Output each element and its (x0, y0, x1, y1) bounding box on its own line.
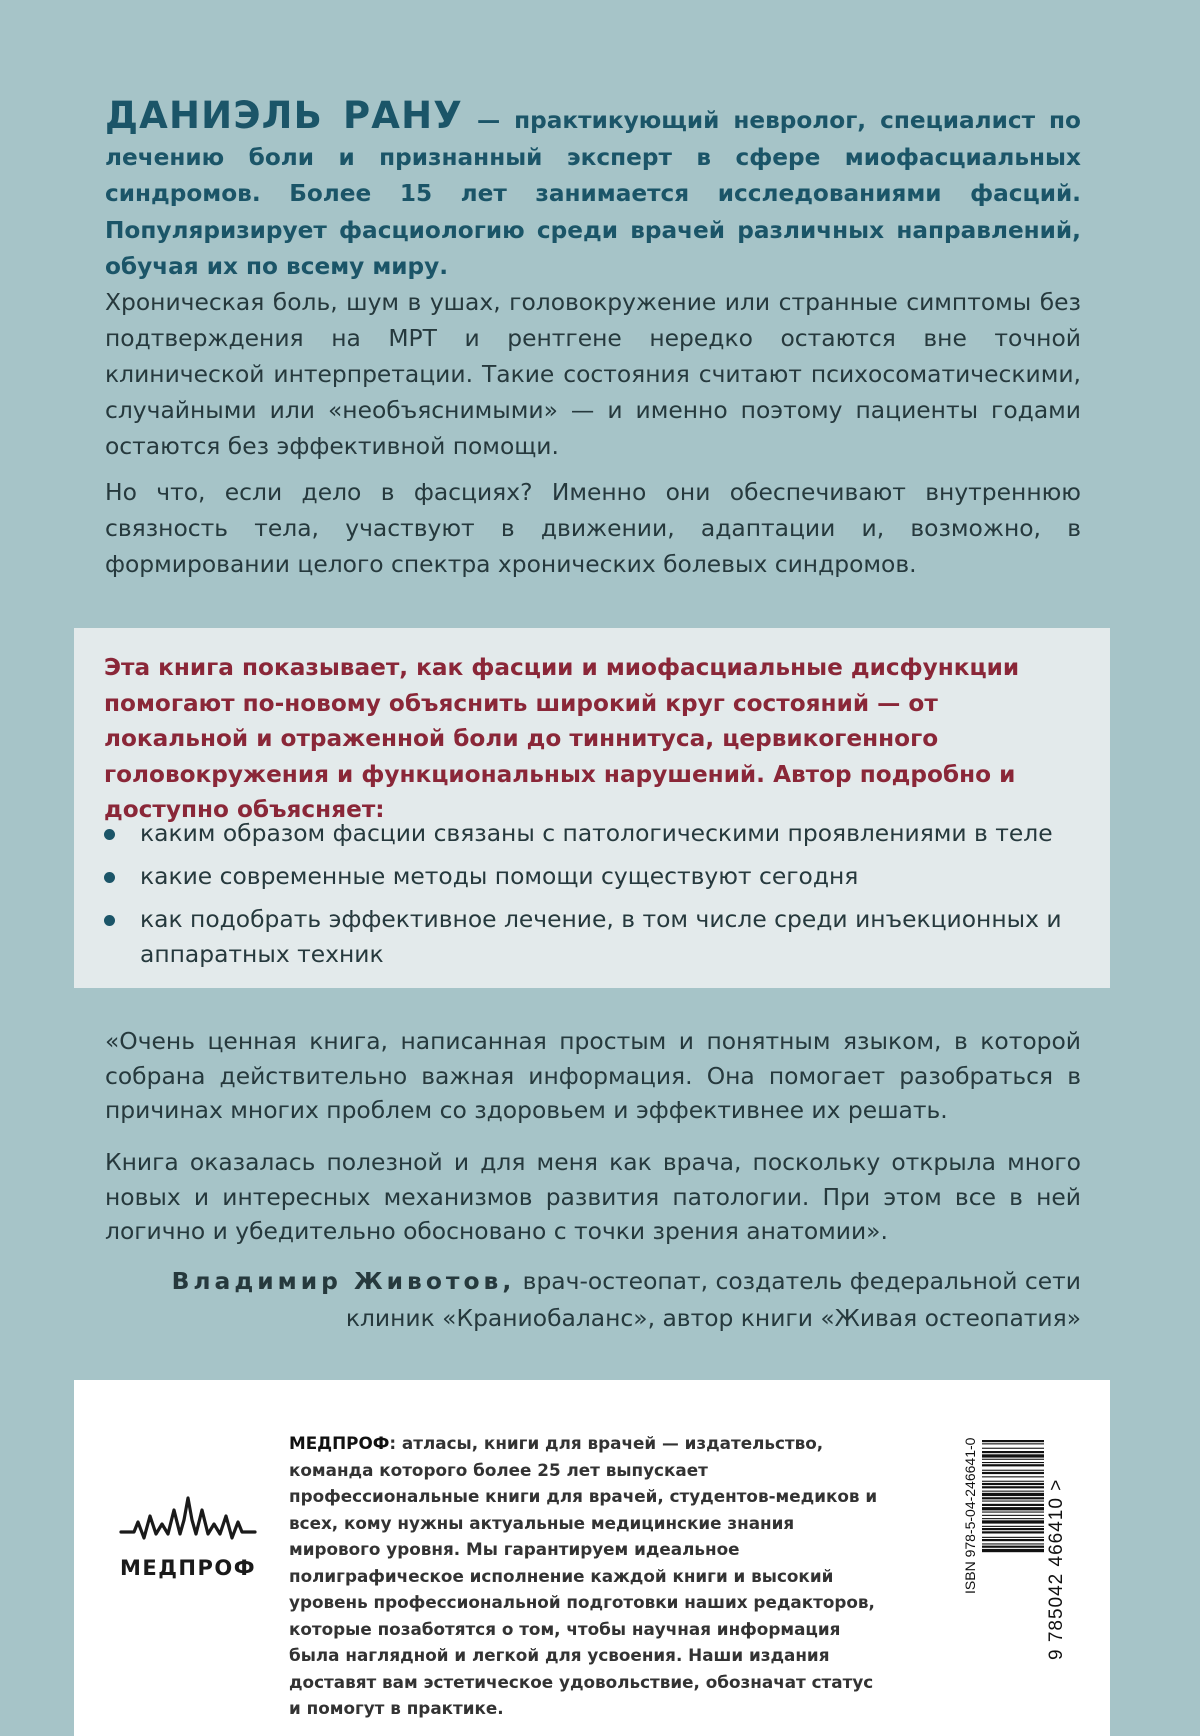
list-item: каким образом фасции связаны с патологическими проявлениями в теле (104, 816, 1080, 851)
skyline-logo-icon (118, 1494, 258, 1554)
publisher-description: МЕДПРОФ: атласы, книги для врачей — издательство, команда которого более 25 лет выпускает профессиональные книги для врачей, студентов-медиков и всех, кому нужны актуальные медицинские знания мирового уровня. Мы гарантируем идеальное полиграфическое исполнение каждой книги и высокий уровень профессиональной подготовки наших редакторов, которые позаботятся о том, чтобы научная информация была наглядной и легкой для усвоения. Наши издания доставят вам эстетическое удовольствие, обозначат статус и помогут в практике. (289, 1433, 878, 1718)
intro-paragraph-2: Но что, если дело в фасциях? Именно они обеспечивают внутреннюю связность тела, участвуют в движении, адаптации и, возможно, в формировании целого спектра хронических болевых синдромов. (105, 478, 1081, 578)
intro-paragraph-1: Хроническая боль, шум в ушах, головокружение или странные симптомы без подтверждения на МРТ и рентгене нередко остаются вне точной клинической интерпретации. Такие состояния считают психосоматическими, случайными или «необъяснимыми» — и именно поэтому пациенты годами остаются без эффективной помощи. (105, 288, 1081, 460)
review-attribution (105, 1263, 1081, 1336)
author-bio (105, 94, 1081, 286)
author-bio-text: — практикующий невролог, специалист по лечению боли и признанный эксперт в сфере миофасциальных синдромов. Более 15 лет занимается исследованиями фасций. Популяризирует фасциологию среди врачей различных направлений, обучая их по всему миру. (105, 107, 1081, 280)
barcode-icon (982, 1438, 1044, 1660)
reviewer-role: врач-остеопат, создатель федеральной сети клиник «Краниобаланс», автор книги «Живая остеопатия» (345, 1267, 1081, 1332)
review-quote-paragraph-1: «Очень ценная книга, написанная простым и понятным языком, в которой собрана действительно важная информация. Она помогает разобраться в причинах многих проблем со здоровьем и эффективнее их решать. (105, 1027, 1081, 1124)
publisher-box (74, 1380, 1110, 1736)
highlight-lead: Эта книга показывает, как фасции и миофасциальные дисфункции помогают по-новому объяснить широкий круг состояний — от локальной и отраженной боли до тиннитуса, цервикогенного головокружения и функциональных нарушений. Автор подробно и доступно объясняет: (104, 654, 1020, 823)
bullet-list (104, 816, 1080, 980)
isbn-label: ISBN 978-5-04-246641-0 (962, 1438, 978, 1595)
author-name: ДАНИЭЛЬ РАНУ (105, 94, 464, 137)
publisher-logo (118, 1494, 258, 1584)
bullet-icon (104, 915, 115, 926)
list-item: какие современные методы помощи существуют сегодня (104, 859, 1080, 894)
logo-text: МЕДПРОФ (119, 1556, 257, 1580)
ean-digits: 9 785042 466410 > (1046, 1478, 1067, 1660)
list-item: как подобрать эффективное лечение, в том числе среди инъекционных и аппаратных техник (104, 902, 1080, 972)
isbn-barcode (960, 1438, 1070, 1660)
reviewer-name: Владимир Животов, (171, 1267, 516, 1295)
highlight-box (74, 628, 1110, 988)
bullet-icon (104, 829, 115, 840)
bullet-icon (104, 872, 115, 883)
publisher-brand: МЕДПРОФ (289, 1433, 390, 1453)
review-quote-paragraph-2: Книга оказалась полезной и для меня как врача, поскольку открыла много новых и интересных механизмов развития патологии. При этом все в ней логично и убедительно обосновано с точки зрения анатомии». (105, 1148, 1081, 1245)
